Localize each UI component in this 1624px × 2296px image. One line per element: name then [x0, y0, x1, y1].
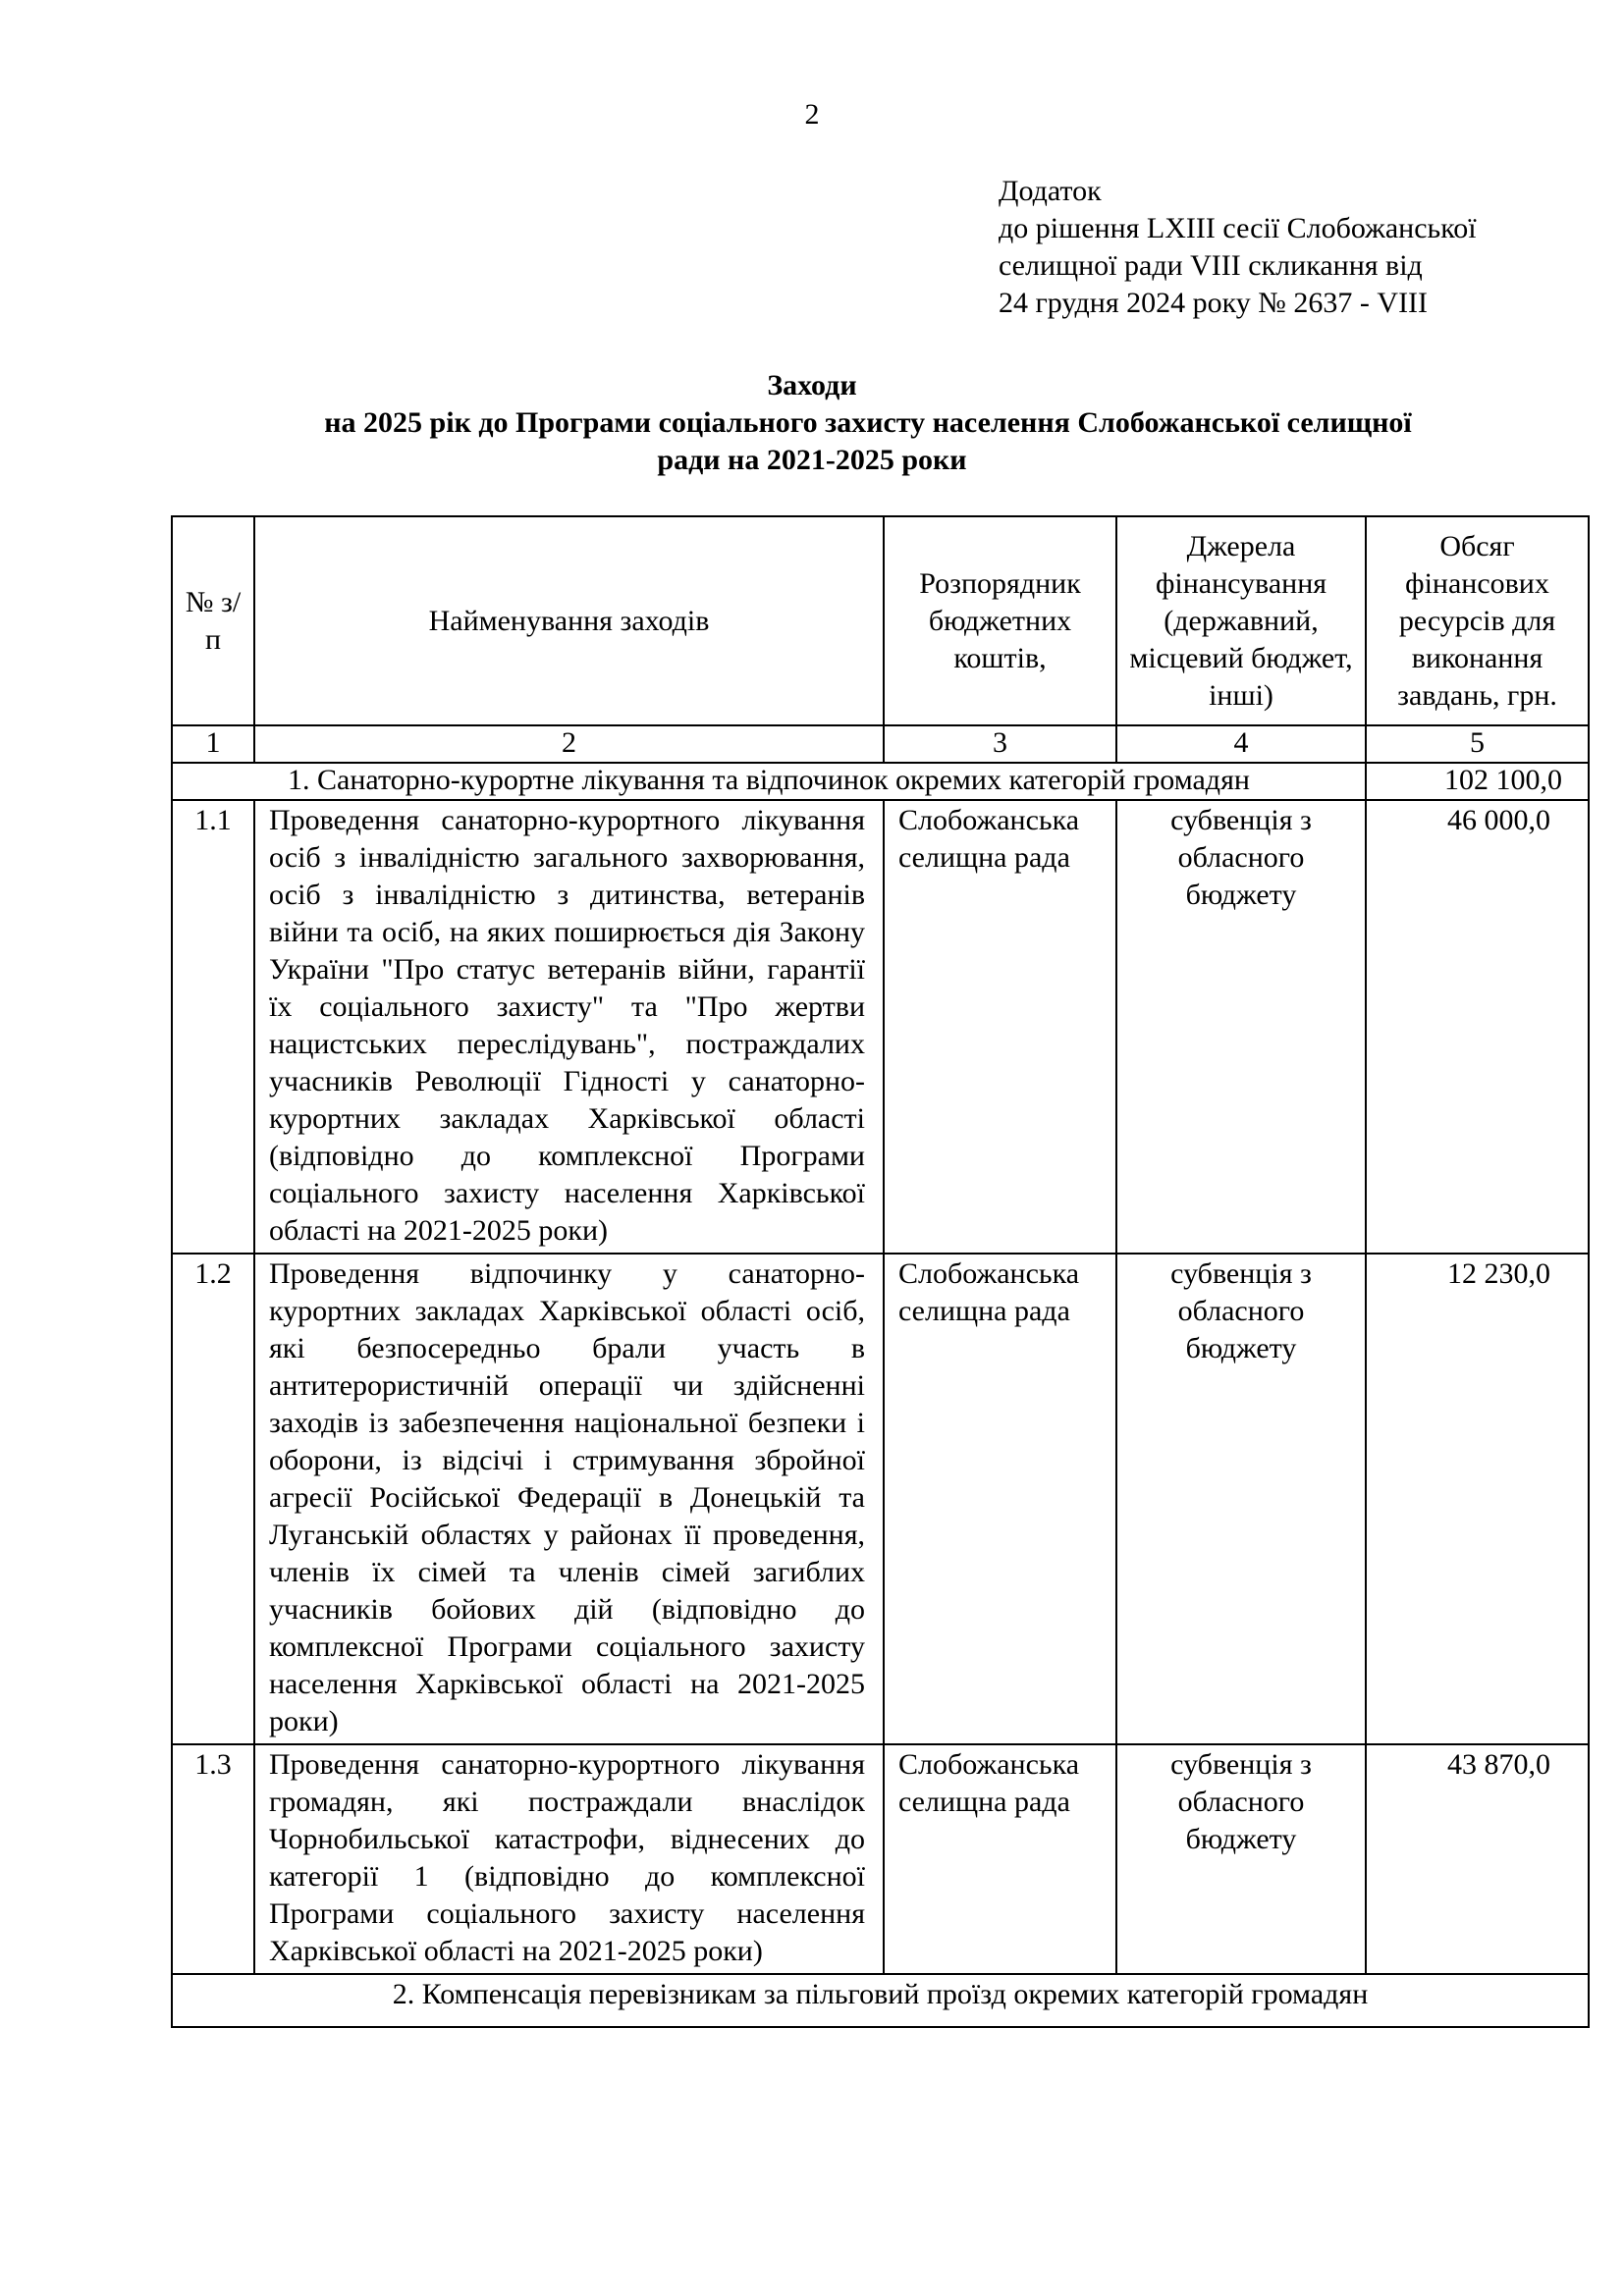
funding-source: субвенція з обласного бюджету: [1116, 1744, 1366, 1974]
column-number: 4: [1116, 725, 1366, 763]
addendum-line: Додаток: [999, 175, 1102, 207]
section-1-total: 102 100,0: [1366, 763, 1589, 800]
column-number: 5: [1366, 725, 1589, 763]
addendum-line: 24 грудня 2024 року № 2637 - VIII: [999, 287, 1429, 319]
header-measure-name: Найменування заходів: [254, 516, 884, 725]
header-number: № з/п: [172, 516, 254, 725]
column-number: 2: [254, 725, 884, 763]
measure-name: Проведення санаторно-курортного лікування осіб з інвалідністю загального захворювання, осіб з інвалідністю з дитинства, ветеранів війни та осіб, на яких поширюється дія Закону України "Про статус ветеранів війни, гарантії їх соціального захисту" та "Про жертви нацистських переслідувань", постраждалих учасників Революції Гідності у санаторно-курортних закладах Харківської області (відповідно до комплексної Програми соціального захисту населення Харківської області на 2021-2025 роки): [254, 800, 884, 1254]
column-number: 1: [172, 725, 254, 763]
amount: 12 230,0: [1366, 1254, 1589, 1744]
section-1-title: 1. Санаторно-курортне лікування та відпочинок окремих категорій громадян: [172, 763, 1366, 800]
page-number: 2: [804, 98, 820, 131]
table-row: [172, 1254, 1589, 1744]
table-row: [172, 1744, 1589, 1974]
table-header-row: [172, 516, 1589, 725]
title-line-1: Заходи: [767, 369, 857, 401]
header-funding-source: Джерела фінансування (державний, місцевий бюджет, інші): [1116, 516, 1366, 725]
budget-disposer: Слобожанська селищна рада: [884, 1744, 1116, 1974]
addendum-line: селищної ради VIII скликання від: [999, 249, 1423, 282]
measures-table: [171, 515, 1590, 2028]
section-2-row: [172, 1974, 1589, 2027]
amount: 46 000,0: [1366, 800, 1589, 1254]
row-number: 1.3: [172, 1744, 254, 1974]
title-line-2: на 2025 рік до Програми соціального захисту населення Слобожанської селищної: [324, 406, 1412, 439]
addendum-line: до рішення LXIII сесії Слобожанської: [999, 212, 1477, 244]
column-number: 3: [884, 725, 1116, 763]
budget-disposer: Слобожанська селищна рада: [884, 1254, 1116, 1744]
addendum-block: [999, 173, 1477, 322]
amount: 43 870,0: [1366, 1744, 1589, 1974]
header-amount: Обсяг фінансових ресурсів для виконання завдань, грн.: [1366, 516, 1589, 725]
column-number-row: [172, 725, 1589, 763]
budget-disposer: Слобожанська селищна рада: [884, 800, 1116, 1254]
measure-name: Проведення санаторно-курортного лікування громадян, які постраждали внаслідок Чорнобильської катастрофи, віднесених до категорії 1 (відповідно до комплексної Програми соціального захисту населення Харківської області на 2021-2025 роки): [254, 1744, 884, 1974]
section-2-title: 2. Компенсація перевізникам за пільговий проїзд окремих категорій громадян: [172, 1974, 1589, 2027]
table-row: [172, 800, 1589, 1254]
header-disposer: Розпорядник бюджетних коштів,: [884, 516, 1116, 725]
row-number: 1.2: [172, 1254, 254, 1744]
row-number: 1.1: [172, 800, 254, 1254]
measure-name: Проведення відпочинку у санаторно-курортних закладах Харківської області осіб, які безпосередньо брали участь в антитерористичній операції чи здійсненні заходів із забезпечення національної безпеки і оборони, із відсічі і стримування збройної агресії Російської Федерації в Донецькій та Луганській областях у районах її проведення, членів їх сімей та членів сімей загиблих учасників бойових дій (відповідно до комплексної Програми соціального захисту населення Харківської області на 2021-2025 роки): [254, 1254, 884, 1744]
section-1-row: [172, 763, 1589, 800]
title-line-3: ради на 2021-2025 роки: [657, 444, 967, 476]
funding-source: субвенція з обласного бюджету: [1116, 800, 1366, 1254]
document-title: [0, 367, 1624, 479]
funding-source: субвенція з обласного бюджету: [1116, 1254, 1366, 1744]
